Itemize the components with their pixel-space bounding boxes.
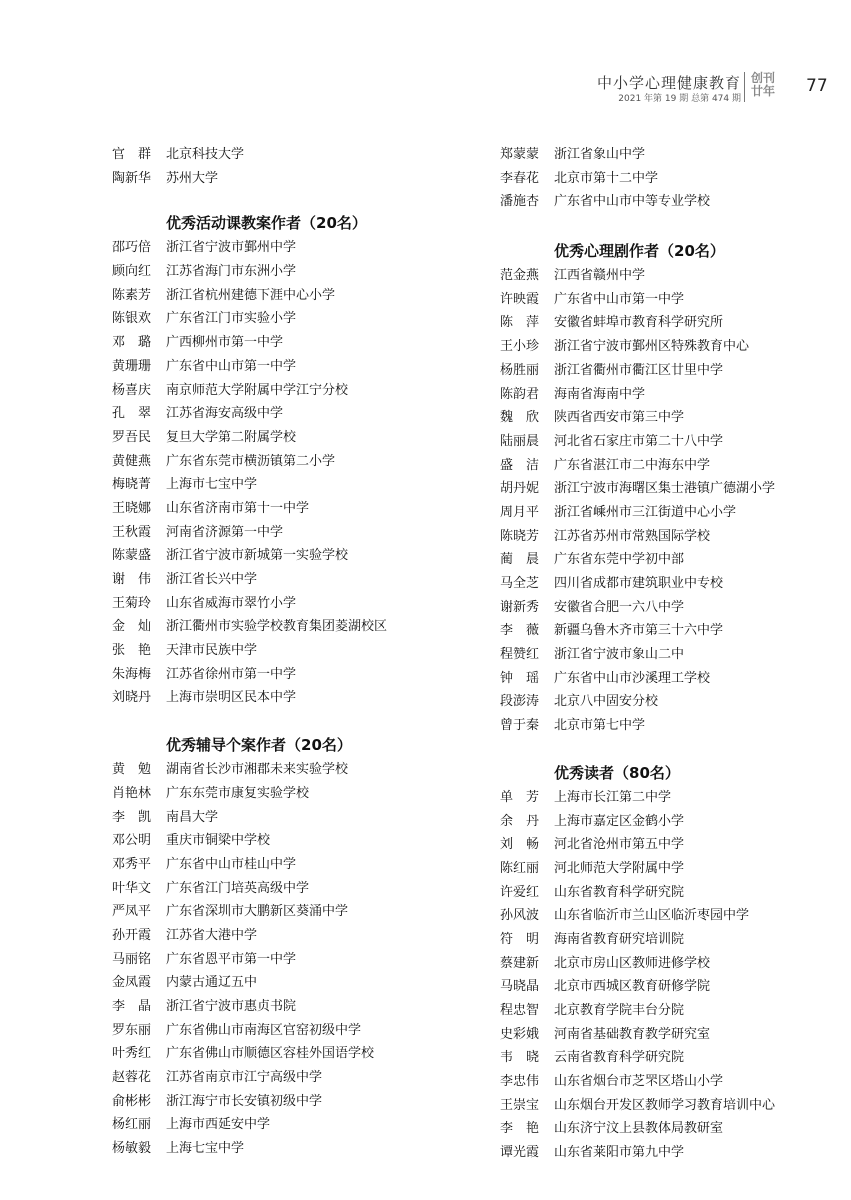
person-name: 罗吾民 (112, 429, 152, 445)
organization: 广东省佛山市顺德区容桂外国语学校 (166, 1046, 375, 1062)
person-name: 马丽铭 (112, 951, 152, 967)
organization: 江苏省海安高级中学 (166, 406, 284, 422)
organization: 广东省中山市第一中学 (554, 291, 685, 307)
list-item (500, 572, 851, 596)
list-item (112, 686, 472, 710)
list-item (500, 548, 851, 572)
organization: 新疆乌鲁木齐市第三十六中学 (554, 623, 724, 639)
issue-info: 2021 年第 19 期 总第 474 期 (618, 94, 741, 104)
list-item (112, 497, 472, 521)
person-name: 周月平 (500, 504, 540, 520)
organization: 广东省东莞中学初中部 (554, 552, 685, 568)
organization: 北京教育学院丰台分院 (554, 1003, 685, 1018)
person-name: 史彩娥 (500, 1026, 540, 1042)
organization: 浙江海宁市长安镇初级中学 (166, 1093, 323, 1109)
person-name: 陈蒙盛 (112, 548, 152, 564)
organization: 广东省中山市桂山中学 (166, 856, 297, 872)
left-column (112, 143, 472, 1161)
section-outstanding-readers (500, 760, 851, 1165)
list-item (500, 454, 851, 478)
person-name: 郑蒙蒙 (500, 147, 540, 162)
page-number: 77 (806, 76, 828, 96)
organization: 上海市长江第二中学 (554, 789, 672, 805)
organization: 山东省莱阳市第九中学 (554, 1145, 685, 1161)
organization: 海南省教育研究培训院 (554, 931, 685, 947)
list-item (112, 473, 472, 497)
person-name: 顾向红 (112, 264, 152, 280)
list-item (112, 544, 472, 568)
list-item (500, 143, 851, 167)
organization: 北京市房山区教师进修学校 (554, 955, 711, 971)
organization: 北京市西城区教育研修学院 (554, 979, 711, 995)
person-name: 陈红丽 (500, 860, 540, 876)
list-item (500, 1141, 851, 1165)
person-name: 赵蓉花 (112, 1070, 152, 1086)
section-psychodrama-authors (500, 238, 851, 738)
person-name: 王崇宝 (500, 1097, 540, 1113)
person-name: 钟 瑶 (500, 670, 540, 686)
organization: 广西柳州市第一中学 (166, 335, 284, 351)
badge-line-1: 创刊 (751, 71, 776, 85)
person-name: 邵巧倍 (112, 240, 152, 256)
person-name: 胡丹妮 (500, 481, 540, 497)
list-item (500, 335, 851, 359)
person-name: 谢 伟 (112, 572, 152, 587)
list-item (500, 667, 851, 691)
list-item (112, 639, 472, 663)
list-item (112, 806, 472, 830)
organization: 浙江衢州市实验学校教育集团菱湖校区 (166, 619, 388, 635)
list-item (112, 758, 472, 782)
person-name: 罗东丽 (112, 1022, 152, 1038)
organization: 山东省济南市第十一中学 (166, 500, 310, 516)
person-name: 余 丹 (500, 813, 540, 829)
list-item (500, 477, 851, 501)
list-item (112, 1042, 472, 1066)
badge-line-2: 廿年 (751, 84, 776, 98)
list-item (500, 359, 851, 383)
organization: 内蒙古通辽五中 (166, 975, 258, 991)
person-name: 王小珍 (500, 339, 540, 355)
organization: 浙江省宁波市新城第一实验学校 (166, 548, 349, 564)
organization: 上海市嘉定区金鹤小学 (554, 813, 685, 829)
organization: 天津市民族中学 (166, 643, 258, 659)
organization: 河南省基础教育教学研究室 (554, 1026, 711, 1042)
person-name: 曾于秦 (500, 718, 540, 734)
list-item (500, 190, 851, 214)
anniversary-badge (751, 72, 775, 98)
section-title: 优秀辅导个案作者（20名） (166, 736, 352, 755)
list-item (112, 1019, 472, 1043)
list-item (500, 857, 851, 881)
organization: 浙江省宁波市鄞州区特殊教育中心 (554, 339, 750, 355)
organization: 山东烟台开发区教师学习教育培训中心 (554, 1097, 776, 1113)
list-item (112, 592, 472, 616)
list-item (500, 833, 851, 857)
list-item (500, 619, 851, 643)
person-name: 朱海梅 (112, 666, 152, 682)
organization: 浙江省嵊州市三江街道中心小学 (554, 504, 737, 520)
person-name: 潘施杏 (500, 194, 540, 210)
person-name: 陶新华 (112, 170, 152, 186)
list-item (500, 786, 851, 810)
list-item (112, 284, 472, 308)
list-item (500, 881, 851, 905)
organization: 苏州大学 (166, 170, 219, 186)
organization: 广东省中山市沙溪理工学校 (554, 670, 711, 686)
section-title: 优秀活动课教案作者（20名） (166, 214, 367, 233)
person-name: 陈素芳 (112, 287, 152, 303)
person-name: 黄健燕 (112, 453, 152, 469)
section-unnamed-right (500, 143, 851, 214)
organization: 广东省中山市中等专业学校 (554, 194, 711, 210)
person-name: 李春花 (500, 170, 540, 186)
list-item (500, 714, 851, 738)
person-name: 梅晓菁 (112, 477, 152, 493)
person-name: 孙开霞 (112, 927, 152, 943)
person-name: 李忠伟 (500, 1074, 540, 1090)
list-item (500, 928, 851, 952)
list-item (500, 904, 851, 928)
organization: 北京市第七中学 (554, 718, 646, 734)
list-item (500, 952, 851, 976)
list-item (112, 924, 472, 948)
organization: 山东省临沂市兰山区临沂枣园中学 (554, 908, 750, 924)
person-name: 陈韵君 (500, 386, 540, 402)
person-name: 陆丽晨 (500, 433, 540, 449)
person-name: 陈银欢 (112, 311, 152, 327)
organization: 河北省沧州市第五中学 (554, 837, 685, 853)
organization: 广东省江门培英高级中学 (166, 880, 310, 896)
organization: 浙江省宁波市象山二中 (554, 647, 685, 663)
organization: 广东省中山市第一中学 (166, 358, 297, 374)
list-item (500, 1023, 851, 1047)
organization: 浙江省宁波市惠贞书院 (166, 999, 297, 1014)
organization: 浙江省杭州建德下涯中心小学 (166, 287, 336, 303)
organization: 山东省教育科学研究院 (554, 884, 685, 900)
list-item (500, 810, 851, 834)
list-item (500, 501, 851, 525)
list-item (500, 1117, 851, 1141)
person-name: 孙风波 (500, 908, 540, 924)
list-item (112, 877, 472, 901)
person-name: 蔺 晨 (500, 552, 540, 568)
organization: 上海市崇明区民本中学 (166, 690, 297, 706)
person-name: 符 明 (500, 931, 540, 947)
list-item (112, 143, 472, 167)
list-item (112, 995, 472, 1019)
person-name: 杨喜庆 (112, 382, 152, 398)
organization: 浙江省象山中学 (554, 147, 646, 162)
list-item (112, 782, 472, 806)
person-name: 俞彬彬 (112, 1093, 152, 1109)
organization: 河北师范大学附属中学 (554, 860, 685, 876)
organization: 海南省海南中学 (554, 386, 646, 402)
list-item (112, 426, 472, 450)
list-item (112, 521, 472, 545)
organization: 浙江省宁波市鄞州中学 (166, 240, 297, 256)
organization: 重庆市铜梁中学校 (166, 833, 271, 849)
person-name: 范金燕 (500, 268, 540, 284)
person-name: 王晓娜 (112, 500, 152, 516)
organization: 南京师范大学附属中学江宁分校 (166, 382, 349, 398)
person-name: 单 芳 (500, 789, 540, 805)
list-item (112, 853, 472, 877)
person-name: 叶华文 (112, 880, 152, 896)
organization: 山东济宁汶上县教体局教研室 (554, 1121, 724, 1137)
list-item (500, 1070, 851, 1094)
section-unnamed-left (112, 143, 472, 190)
person-name: 杨胜丽 (500, 362, 540, 378)
journal-title: 中小学心理健康教育 (596, 74, 741, 92)
person-name: 李 薇 (500, 623, 540, 639)
organization: 江苏省徐州市第一中学 (166, 666, 297, 682)
organization: 安徽省合肥一六八中学 (554, 599, 685, 615)
person-name: 刘 畅 (500, 837, 540, 853)
organization: 江西省赣州中学 (554, 268, 646, 284)
person-name: 程忠智 (500, 1003, 540, 1018)
person-name: 谭光霞 (500, 1145, 540, 1161)
list-item (112, 1137, 472, 1161)
organization: 四川省成都市建筑职业中专校 (554, 576, 724, 591)
person-name: 王秋霞 (112, 524, 152, 540)
organization: 河南省济源第一中学 (166, 524, 284, 540)
list-item (500, 1046, 851, 1070)
organization: 江苏省海门市东洲小学 (166, 264, 297, 280)
person-name: 许映霞 (500, 291, 540, 307)
list-item (500, 525, 851, 549)
person-name: 黄 勉 (112, 762, 152, 778)
list-item (500, 690, 851, 714)
organization: 广东省佛山市南海区官窑初级中学 (166, 1022, 362, 1038)
list-item (112, 829, 472, 853)
person-name: 马晓晶 (500, 979, 540, 995)
person-name: 段澎涛 (500, 694, 540, 710)
list-item (500, 311, 851, 335)
person-name: 严凤平 (112, 904, 152, 920)
section-title: 优秀心理剧作者（20名） (554, 242, 725, 261)
list-item (500, 383, 851, 407)
organization: 河北省石家庄市第二十八中学 (554, 433, 724, 449)
person-name: 马全芝 (500, 576, 540, 591)
organization: 北京科技大学 (166, 147, 245, 162)
organization: 浙江省衢州市衢江区廿里中学 (554, 362, 724, 378)
person-name: 肖艳林 (112, 785, 152, 801)
organization: 陕西省西安市第三中学 (554, 410, 685, 426)
list-item (112, 450, 472, 474)
person-name: 韦 晓 (500, 1050, 540, 1066)
person-name: 盛 洁 (500, 457, 540, 473)
list-item (500, 430, 851, 454)
organization: 广东省深圳市大鹏新区葵涌中学 (166, 904, 349, 920)
list-item (500, 1094, 851, 1118)
person-name: 谢新秀 (500, 599, 540, 615)
organization: 南昌大学 (166, 809, 219, 825)
organization: 上海市七宝中学 (166, 477, 258, 493)
person-name: 官 群 (112, 147, 152, 162)
person-name: 邓 璐 (112, 335, 152, 351)
list-item (112, 260, 472, 284)
organization: 广东东莞市康复实验学校 (166, 785, 310, 801)
organization: 云南省教育科学研究院 (554, 1050, 685, 1066)
list-item (112, 971, 472, 995)
person-name: 孔 翠 (112, 406, 152, 422)
person-name: 陈 萍 (500, 315, 540, 331)
list-item (112, 402, 472, 426)
organization: 广东省东莞市横沥镇第二小学 (166, 453, 336, 469)
organization: 湖南省长沙市湘郡未来实验学校 (166, 762, 349, 778)
organization: 山东省威海市翠竹小学 (166, 595, 297, 611)
organization: 广东省恩平市第一中学 (166, 951, 297, 967)
list-item (112, 568, 472, 592)
person-name: 魏 欣 (500, 410, 540, 426)
organization: 复旦大学第二附属学校 (166, 429, 297, 445)
list-item (112, 1113, 472, 1137)
organization: 北京市第十二中学 (554, 170, 659, 186)
list-item (112, 379, 472, 403)
organization: 江苏省南京市江宁高级中学 (166, 1070, 323, 1086)
person-name: 李 晶 (112, 999, 152, 1014)
person-name: 叶秀红 (112, 1046, 152, 1062)
list-item (112, 1090, 472, 1114)
person-name: 陈晓芳 (500, 528, 540, 544)
person-name: 程赞红 (500, 647, 540, 663)
section-activity-lesson-authors (112, 210, 472, 710)
list-item (112, 236, 472, 260)
person-name: 金 灿 (112, 619, 152, 635)
person-name: 邓公明 (112, 833, 152, 849)
person-name: 蔡建新 (500, 955, 540, 971)
list-item (500, 167, 851, 191)
person-name: 张 艳 (112, 643, 152, 659)
list-item (112, 663, 472, 687)
list-item (112, 167, 472, 191)
right-column (500, 143, 851, 1165)
list-item (112, 1066, 472, 1090)
person-name: 杨红丽 (112, 1117, 152, 1133)
organization: 广东省江门市实验小学 (166, 311, 297, 327)
list-item (500, 264, 851, 288)
person-name: 李 艳 (500, 1121, 540, 1137)
list-item (112, 331, 472, 355)
header-divider (744, 72, 745, 102)
person-name: 刘晓丹 (112, 690, 152, 706)
person-name: 邓秀平 (112, 856, 152, 872)
person-name: 王菊玲 (112, 595, 152, 611)
list-item (500, 999, 851, 1023)
organization: 北京八中固安分校 (554, 694, 659, 710)
section-counseling-case-authors (112, 732, 472, 1161)
list-item (500, 975, 851, 999)
organization: 广东省湛江市二中海东中学 (554, 457, 711, 473)
section-title: 优秀读者（80名） (554, 763, 680, 782)
organization: 江苏省苏州市常熟国际学校 (554, 528, 711, 544)
list-item (112, 355, 472, 379)
list-item (500, 288, 851, 312)
list-item (500, 643, 851, 667)
list-item (112, 307, 472, 331)
person-name: 黄珊珊 (112, 358, 152, 374)
list-item (112, 615, 472, 639)
page-header (0, 72, 851, 112)
person-name: 金凤霞 (112, 975, 152, 991)
person-name: 李 凯 (112, 809, 152, 825)
list-item (112, 948, 472, 972)
organization: 上海市西延安中学 (166, 1117, 271, 1133)
person-name: 杨敏毅 (112, 1141, 152, 1157)
organization: 浙江省长兴中学 (166, 572, 258, 587)
organization: 山东省烟台市芝罘区塔山小学 (554, 1074, 724, 1090)
list-item (500, 596, 851, 620)
person-name: 许爱红 (500, 884, 540, 900)
organization: 江苏省大港中学 (166, 927, 258, 943)
list-item (500, 406, 851, 430)
organization: 上海七宝中学 (166, 1141, 245, 1157)
organization: 安徽省蚌埠市教育科学研究所 (554, 315, 724, 331)
organization: 浙江宁波市海曙区集士港镇广德湖小学 (554, 481, 776, 497)
list-item (112, 900, 472, 924)
